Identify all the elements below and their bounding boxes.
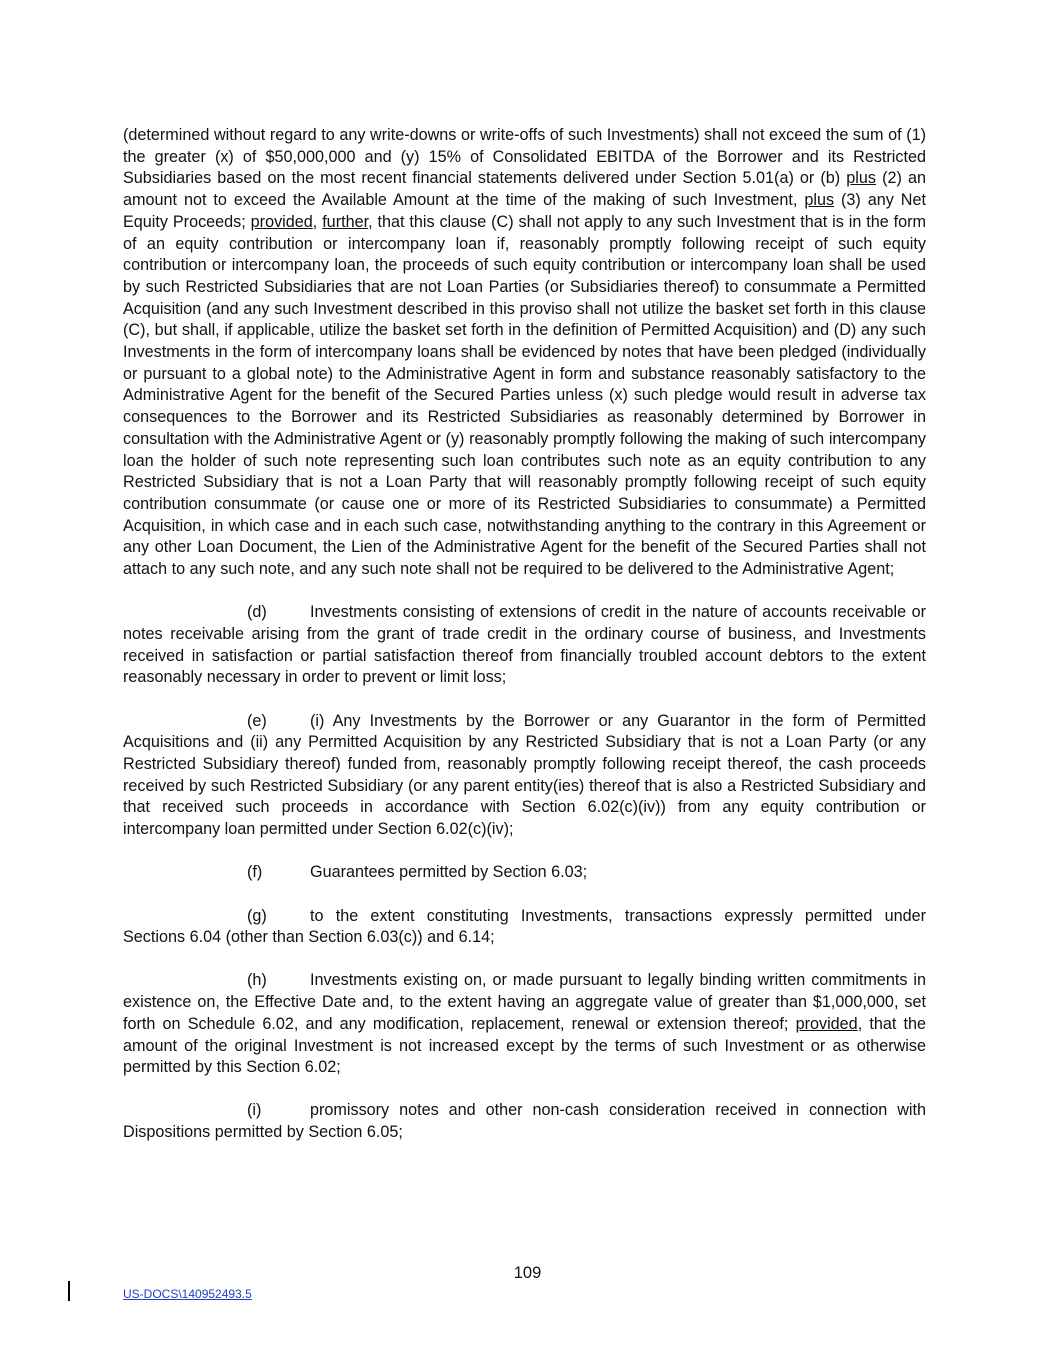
clause-text: Guarantees permitted by Section 6.03; [310,863,588,882]
text-run: (2) an amount not to exceed the Available Amount at the time of the making of such Investment, [123,169,926,210]
clause-text: (i) Any Investments by the Borrower or any Guarantor in the form of Permitted Acquisitions and (ii) any Permitted Acquisition by any Restricted Subsidiary that is not a Loan Party (or any Restricted Subsidiary thereof) funded from, reasonably promptly following receipt thereof, the cash proceeds received by such Restricted Subsidiary (or any parent entity(ies) thereof that is also a Restricted Subsidiary and that received such proceeds in accordance with Section 6.02(c)(iv)) from any equity contribution or intercompany loan permitted under Section 6.02(c)(iv); [123,711,926,839]
revision-bar [68,1281,70,1301]
clause-f [123,862,926,884]
text-run: , [312,212,323,231]
clause-label: (e) [247,711,267,730]
underlined-term: plus [804,191,835,210]
underlined-term: plus [846,169,876,188]
clause-i [123,1100,926,1143]
clause-label: (h) [247,971,267,990]
underlined-term: provided [250,212,313,231]
paragraph-continuation [123,125,926,581]
underlined-term: provided [795,1014,858,1033]
clause-g [123,906,926,949]
clause-text: promissory notes and other non-cash consideration received in connection with Dispositions permitted by Section 6.05; [123,1101,926,1142]
document-id-link[interactable]: US-DOCS\140952493.5 [123,1287,252,1301]
clause-text: Investments existing on, or made pursuant to legally binding written commitments in existence on, the Effective Date and, to the extent having an aggregate value of greater than $1,000,000, set forth on Schedule 6.02, and any modification, replacement, renewal or extension thereof; [123,971,926,1033]
text-run: (determined without regard to any write-downs or write-offs of such Investments) shall not exceed the sum of (1) the greater (x) of $50,000,000 and (y) 15% of Consolidated EBITDA of the Borrower and its Restricted Subsidiaries based on the most recent financial statements delivered under Section 5.01(a) or (b) [123,126,926,188]
page-number: 109 [513,1264,542,1282]
clause-label: (i) [247,1101,262,1120]
clause-label: (g) [247,906,267,925]
clause-text: to the extent constituting Investments, transactions expressly permitted under Sections 6.04 (other than Section 6.03(c)) and 6.14; [123,906,926,947]
clause-d [123,602,926,689]
clause-e [123,711,926,841]
clause-text: Investments consisting of extensions of credit in the nature of accounts receivable or notes receivable arising from the grant of trade credit in the ordinary course of business, and Investments received in satisfaction or partial satisfaction thereof from financially troubled account debtors to the extent reasonably necessary in order to prevent or limit loss; [123,603,926,687]
clause-label: (f) [247,863,263,882]
clause-text: , that the amount of the original Investment is not increased except by the terms of such Investment or as otherwise permitted by this Section 6.02; [123,1014,926,1077]
text-run: , that this clause (C) shall not apply to any such Investment that is in the form of an equity contribution or intercompany loan if, reasonably promptly following receipt of such equity contribution or intercompany loan, the proceeds of such equity contribution or intercompany loan shall be used by such Restricted Subsidiaries that are not Loan Parties (or Subsidiaries thereof) to consummate a Permitted Acquisition (and any such Investment described in this proviso shall not utilize the basket set forth in this clause (C), but shall, if applicable, utilize the basket set forth in the definition of Permitted Acquisition) and (D) any such Investments in the form of intercompany loans shall be evidenced by notes that have been pledged (individually or pursuant to a global note) to the Administrative Agent in form and substance reasonably satisfactory to the Administrative Agent for the benefit of the Secured Parties unless (x) such pledge would result in adverse tax consequences to the Borrower and its Restricted Subsidiaries as reasonably determined by Borrower in consultation with the Administrative Agent or (y) reasonably promptly following the making of such intercompany loan the holder of such note representing such loan contributes such note as an equity contribution to any Restricted Subsidiary that is not a Loan Party that will reasonably promptly following receipt of such equity contribution consummate (or cause one or more of its Restricted Subsidiaries to consummate) a Permitted Acquisition, in which case and in each such case, notwithstanding anything to the contrary in this Agreement or any other Loan Document, the Lien of the Administrative Agent for the benefit of the Secured Parties shall not attach to any such note, and any such note shall not be required to be delivered to the Administrative Agent; [123,212,926,579]
clause-h [123,970,926,1079]
document-body [123,125,926,1165]
text-run: (3) any Net Equity Proceeds; [123,191,926,231]
clause-label: (d) [247,603,267,622]
underlined-term: further [322,212,369,231]
